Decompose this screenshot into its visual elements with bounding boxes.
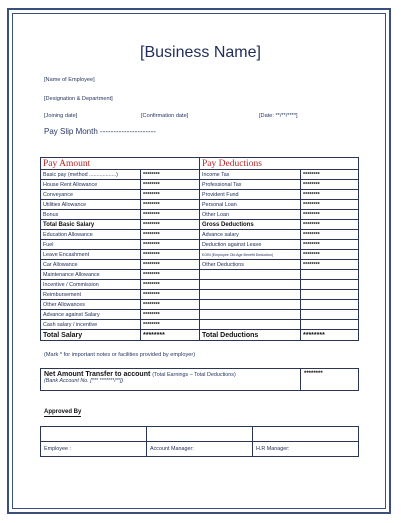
bank-account-number: (Bank Account No. [*** *******/**]) [44,378,124,384]
earning-value: ******** [141,320,200,330]
pay-table-row [41,240,359,250]
deduction-label: EOBI (Employee Old Age Benefit Deduction) [200,250,301,260]
deduction-value: ******** [301,180,359,190]
pay-table-total-row [41,330,359,341]
deduction-value: ******** [301,210,359,220]
pay-table-header-row [41,158,359,170]
earning-value: ******** [141,310,200,320]
total-salary-label: Total Salary [41,330,141,341]
earning-label: Advance against Salary [41,310,141,320]
deduction-value [301,270,359,280]
deduction-value: ******** [301,190,359,200]
net-amount-value: ******** [301,369,359,391]
earning-label: Education Allowance [41,230,141,240]
deduction-label [200,310,301,320]
earning-value: ******** [141,280,200,290]
earning-label: Conveyance [41,190,141,200]
business-name-title: [Business Name] [140,44,261,61]
earning-label: Bonus [41,210,141,220]
deduction-value [301,320,359,330]
signature-table [40,426,359,457]
deduction-value [301,300,359,310]
earning-label: Total Basic Salary [41,220,141,230]
pay-table-row [41,180,359,190]
pay-table-row [41,230,359,240]
pay-table-row [41,310,359,320]
approved-by-heading: Approved By [44,409,82,415]
earning-label: Fuel [41,240,141,250]
deduction-label: Provident Fund [200,190,301,200]
earning-value: ******** [141,170,200,180]
total-salary-value: ******** [141,330,200,341]
earning-value: ******** [141,190,200,200]
deduction-label [200,290,301,300]
pay-table-row [41,270,359,280]
date-field: [Date: **/**/****] [259,113,298,119]
net-amount-cell [41,369,301,391]
earning-label: Car Allowance [41,260,141,270]
earning-value: ******** [141,210,200,220]
deduction-label: Other Loan [200,210,301,220]
pay-table-row [41,170,359,180]
earning-label: Leave Encashment [41,250,141,260]
pay-table-row [41,320,359,330]
earning-label: Cash salary / incentive [41,320,141,330]
pay-amount-header: Pay Amount [41,158,200,170]
earning-value: ******** [141,180,200,190]
pay-table-row [41,300,359,310]
deduction-label: Advance salary [200,230,301,240]
earning-value: ******** [141,240,200,250]
earning-label: Incentive / Commission [41,280,141,290]
earning-value: ******** [141,290,200,300]
important-notes-note: (Mark * for important notes or facilities provided by employer) [44,352,196,358]
deduction-value [301,280,359,290]
earning-label: Maintenance Allowance [41,270,141,280]
earning-label: Other Allowances [41,300,141,310]
pay-deductions-header: Pay Deductions [200,158,359,170]
pay-table-row [41,280,359,290]
total-deductions-value: ******** [301,330,359,341]
account-manager-signature-label: Account Manager: [147,442,253,457]
deduction-label [200,320,301,330]
employee-name-field: [Name of Employee] [44,77,95,83]
pay-table-row [41,260,359,270]
employee-signature-label: Employee : [41,442,147,457]
deduction-value: ******** [301,230,359,240]
deduction-value: ******** [301,220,359,230]
deduction-value: ******** [301,200,359,210]
earning-value: ******** [141,300,200,310]
pay-table-row [41,250,359,260]
deduction-label: Gross Deductions [200,220,301,230]
earning-label: House Rent Allowance [41,180,141,190]
earning-label: Basic pay (method ..................) [41,170,141,180]
deduction-value: ******** [301,250,359,260]
deduction-value: ******** [301,170,359,180]
hr-manager-signature-label: H.R Manager: [253,442,359,457]
earning-value: ******** [141,270,200,280]
deduction-label [200,280,301,290]
signature-space-account-manager [147,427,253,442]
pay-table-row [41,290,359,300]
signature-space-employee [41,427,147,442]
net-amount-label: Net Amount Transfer to account [44,371,151,378]
earning-label: Reimbursement [41,290,141,300]
earning-value: ******** [141,250,200,260]
signature-space-hr-manager [253,427,359,442]
deduction-label: Other Deductions [200,260,301,270]
deduction-label: Income Tax [200,170,301,180]
earning-value: ******** [141,220,200,230]
earning-value: ******** [141,200,200,210]
pay-table-row [41,200,359,210]
pay-table [40,157,359,341]
net-amount-table [40,368,359,391]
confirmation-date-field: [Confirmation date] [141,113,189,119]
earning-value: ******** [141,230,200,240]
pay-table-row [41,210,359,220]
deduction-label: Personal Loan [200,200,301,210]
deduction-label [200,270,301,280]
deduction-value: ******** [301,260,359,270]
deduction-label: Professional Tax [200,180,301,190]
designation-field: [Designation & Department] [44,96,113,102]
deduction-value: ******** [301,240,359,250]
deduction-label: Deduction against Leave [200,240,301,250]
deduction-value [301,290,359,300]
net-amount-formula: (Total Earnings – Total Deductions) [152,372,236,378]
pay-table-row [41,190,359,200]
total-deductions-label: Total Deductions [200,330,301,341]
deduction-label [200,300,301,310]
earning-value: ******** [141,260,200,270]
pay-slip-month: Pay Slip Month --------------------- [44,127,156,136]
earning-label: Utilities Allowance [41,200,141,210]
deduction-value [301,310,359,320]
pay-table-row [41,220,359,230]
joining-date-field: [Joining date] [44,113,78,119]
